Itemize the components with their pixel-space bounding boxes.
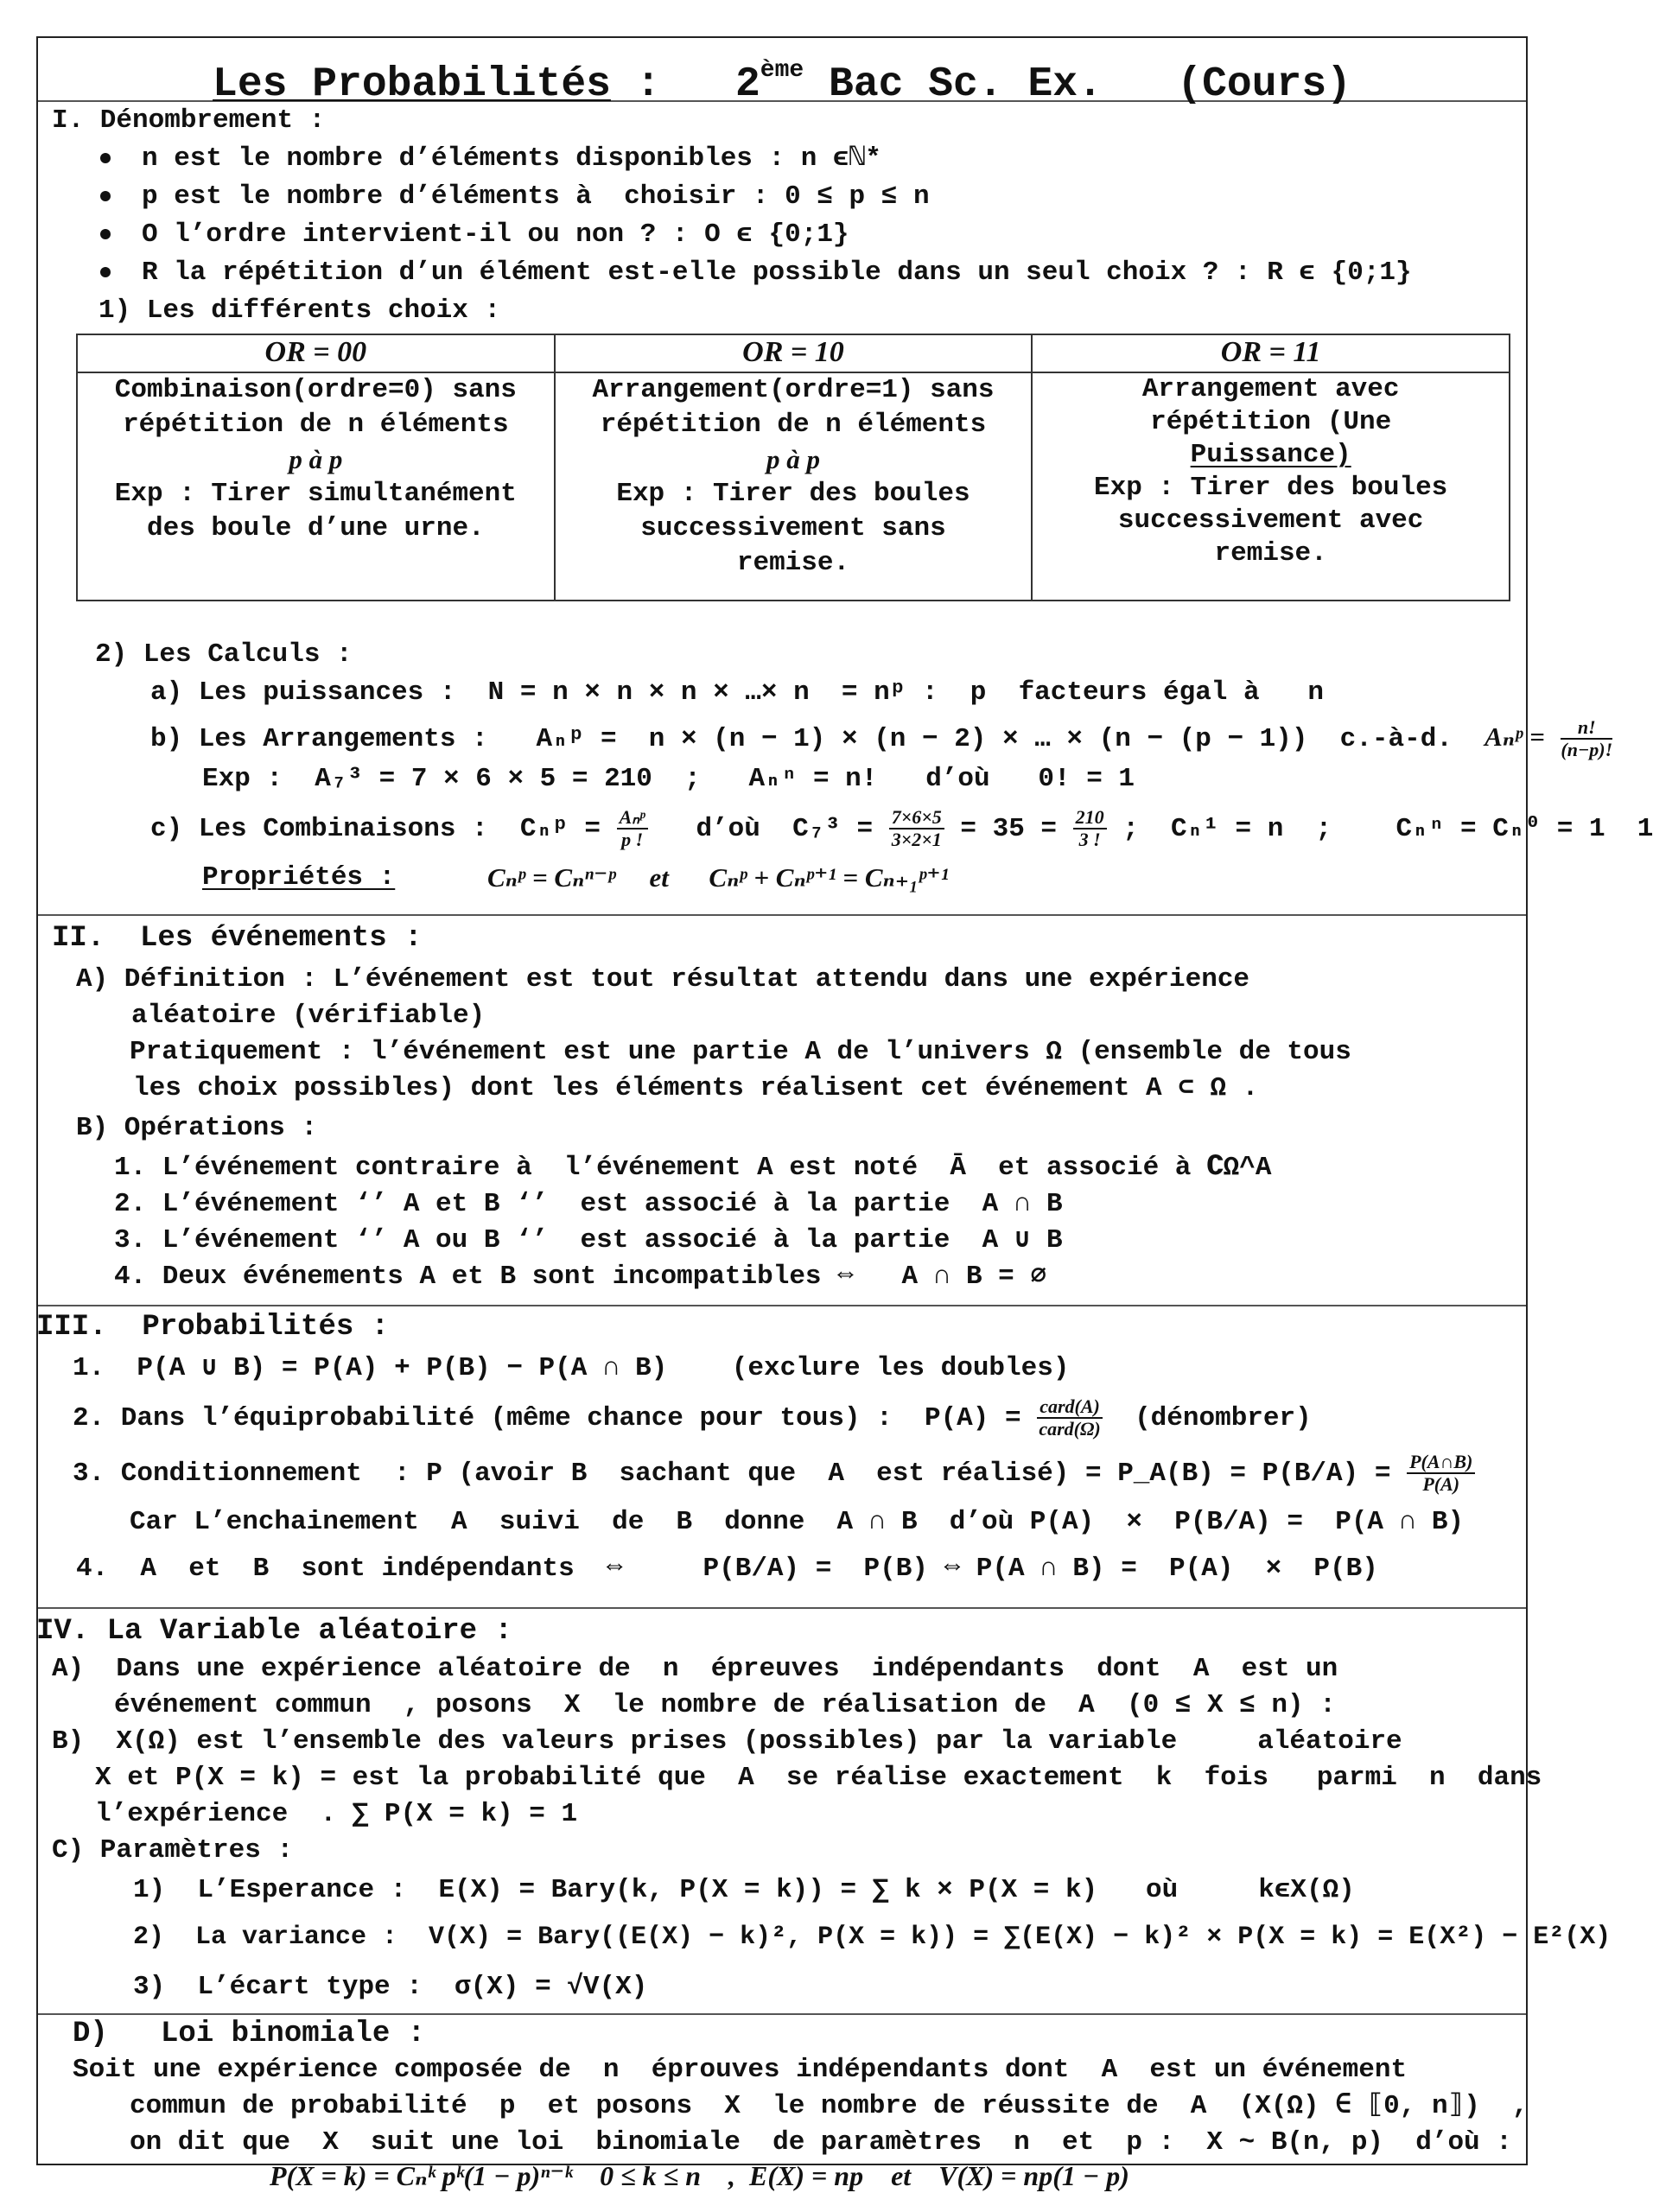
list-item: 1) L’Esperance : E(X) = Bary(k, P(X = k)) = ∑ k × P(X = k) où kϵX(Ω) — [133, 1875, 1355, 1905]
formula-line: c) Les Combinaisons : Cₙᵖ = $\frac{\text{Aₙᵖ}}{p !}$ d’où C₇³ = $\frac{7\times 6\times 5}{3\times 2\times 1}$ = 35 = $\frac{210}{3 !}$ ; Cₙ¹ = n ; Cₙⁿ = Cₙ⁰ = 1 1 — [150, 806, 1653, 850]
section-heading: II. Les événements : — [52, 922, 423, 955]
bullet-item: p est le nombre d’éléments à choisir : 0 ≤ p ≤ n — [100, 180, 930, 214]
list-item: 2) La variance : V(X) = Bary((E(X) − k)², P(X = k)) = ∑(E(X) − k)² × P(X = k) = E(X²) − E²(X) — [133, 1923, 1612, 1952]
page-title: Les Probabilités : 2ème Bac Sc. Ex. (Cours) — [213, 57, 1351, 108]
list-item: 4. Deux événements A et B sont incompatibles ⇔ A ∩ B = ∅ — [114, 1262, 1047, 1292]
fraction: $\frac{\text{Aₙᵖ}}{p !}$ — [617, 807, 648, 850]
subheading: 1) Les différents choix : — [99, 296, 501, 326]
text-line: les choix possibles) dont les éléments réalisent cet événement A ⊂ Ω . — [133, 1073, 1259, 1103]
list-item: 3. L’événement ‘’ A ou B ‘’ est associé à la partie A ∪ B — [114, 1225, 1063, 1255]
text-line: C) Paramètres : — [52, 1835, 294, 1866]
list-item: 1. L’événement contraire à l’événement A est noté Ā et associé à ∁Ω^A — [114, 1153, 1272, 1183]
text-line: l’expérience . ∑ P(X = k) = 1 — [95, 1799, 578, 1829]
list-item: 3) L’écart type : σ(X) = √V(X) — [133, 1972, 648, 2002]
section-loi-binomiale — [38, 2015, 1529, 2167]
formula-line: b) Les Arrangements : Aₙᵖ = n × (n − 1) × (n − 2) × … × (n − (p − 1)) c.-à-d. Aₙᵖ = $\frac{n!}{(n-p)!}$ — [150, 716, 1613, 760]
title-bar — [38, 38, 1526, 108]
text-line: B) Opérations : — [76, 1113, 318, 1143]
text-line: Car L’enchainement A suivi de B donne A ∩ B d’où P(A) × P(B/A) = P(A ∩ B) — [130, 1507, 1465, 1537]
text-line: on dit que X suit une loi binomiale de paramètres n et p : X ~ B(n, p) d’où : — [130, 2127, 1512, 2158]
list-item: 2. L’événement ‘’ A et B ‘’ est associé à la partie A ∩ B — [114, 1189, 1063, 1219]
subheading: 2) Les Calculs : — [95, 639, 353, 670]
table-header: OR = 11 — [1032, 334, 1510, 372]
section-evenements — [38, 916, 1526, 1306]
text-line: Pratiquement : l’événement est une partie A de l’univers Ω (ensemble de tous — [130, 1037, 1351, 1067]
fraction: $\frac{\text{card(A)}}{\text{card(Ω)}}$ — [1037, 1396, 1103, 1440]
text-line: commun de probabilité p et posons X le nombre de réussite de A (X(Ω) ∈ ⟦0, n⟧) , — [130, 2091, 1529, 2121]
section-heading: D) Loi binomiale : — [73, 2018, 426, 2050]
text-line: aléatoire (vérifiable) — [131, 1001, 486, 1031]
text-line: A) Dans une expérience aléatoire de n épreuves indépendants dont A est un — [52, 1654, 1338, 1684]
bullet-icon — [100, 229, 111, 239]
table-header: OR = 10 — [555, 334, 1033, 372]
section-heading: I. Dénombrement : — [52, 105, 326, 136]
table-cell: Combinaison(ordre=0) sans répétition de n éléments p à p Exp : Tirer simultanément des boule d’une urne. — [77, 372, 555, 601]
list-item: 2. Dans l’équiprobabilité (même chance pour tous) : P(A) = $\frac{\text{card(A)}}{\text{card(Ω)}}$ (dénombrer) — [73, 1395, 1312, 1440]
choices-table — [76, 334, 1510, 601]
text-line: A) Définition : L’événement est tout résultat attendu dans une expérience — [76, 964, 1250, 995]
section-denombrement — [38, 102, 1653, 916]
bullet-icon — [100, 191, 111, 201]
bullet-icon — [100, 267, 111, 277]
fraction: $\frac{P(A\cap B)}{P(A)}$ — [1407, 1452, 1475, 1495]
formula-line: Exp : A₇³ = 7 × 6 × 5 = 210 ; Aₙⁿ = n! d’où 0! = 1 — [202, 764, 1135, 794]
list-item: 4. A et B sont indépendants ⇔ P(B/A) = P(B) ⇔ P(A ∩ B) = P(A) × P(B) — [76, 1554, 1378, 1584]
table-cell: Arrangement(ordre=1) sans répétition de n éléments p à p Exp : Tirer des boules successivement sans remise. — [555, 372, 1033, 601]
fraction: $\frac{n!}{(n-p)!}$ — [1561, 716, 1613, 760]
formula-line: a) Les puissances : N = n × n × n × …× n = nᵖ : p facteurs égal à n — [150, 677, 1325, 708]
bullet-item: R la répétition d’un élément est-elle possible dans un seul choix ? : R ϵ {0;1} — [100, 256, 1412, 290]
section-probabilites — [38, 1306, 1526, 1609]
text-line: Soit une expérience composée de n éprouves indépendants dont A est un événement — [73, 2055, 1408, 2085]
bullet-item: n est le nombre d’éléments disponibles : n ϵℕ* — [100, 142, 881, 176]
section-heading: IV. La Variable aléatoire : — [36, 1615, 512, 1648]
bullet-icon — [100, 153, 111, 163]
text-line: X et P(X = k) = est la probabilité que A se réalise exactement k fois parmi n dans — [95, 1763, 1542, 1793]
properties-label: Propriétés : — [202, 862, 396, 893]
table-header: OR = 00 — [77, 334, 555, 372]
list-item: 1. P(A ∪ B) = P(A) + P(B) − P(A ∩ B) (exclure les doubles) — [73, 1353, 1070, 1383]
table-cell: Arrangement avec répétition (Une Puissance) Exp : Tirer des boules successivement avec remise. — [1032, 372, 1510, 601]
bullet-item: O l’ordre intervient-il ou non ? : O ϵ {0;1} — [100, 218, 849, 252]
list-item: 3. Conditionnement : P (avoir B sachant que A est réalisé) = P_A(B) = P(B/A) = $\frac{P(A\cap B)}{P(A)}$ — [73, 1452, 1475, 1495]
section-heading: III. Probabilités : — [36, 1311, 390, 1344]
formula-line: Cₙᵖ = Cₙⁿ⁻ᵖ et Cₙᵖ + Cₙᵖ⁺¹ = Cₙ₊₁ᵖ⁺¹ — [487, 862, 949, 893]
fraction: $\frac{210}{3 !}$ — [1073, 807, 1107, 850]
fraction: $\frac{7\times 6\times 5}{3\times 2\times 1}$ — [889, 807, 944, 850]
binomial-formula: P(X = k) = Cₙᵏ pᵏ(1 − p)ⁿ⁻ᵏ 0 ≤ k ≤ n , E(X) = np et V(X) = np(1 − p) — [270, 2160, 1129, 2191]
text-line: B) X(Ω) est l’ensemble des valeurs prises (possibles) par la variable aléatoire — [52, 1726, 1402, 1757]
section-variable-aleatoire — [36, 1609, 1612, 2015]
text-line: événement commun , posons X le nombre de réalisation de A (0 ≤ X ≤ n) : — [114, 1690, 1336, 1720]
course-sheet — [36, 36, 1653, 2191]
